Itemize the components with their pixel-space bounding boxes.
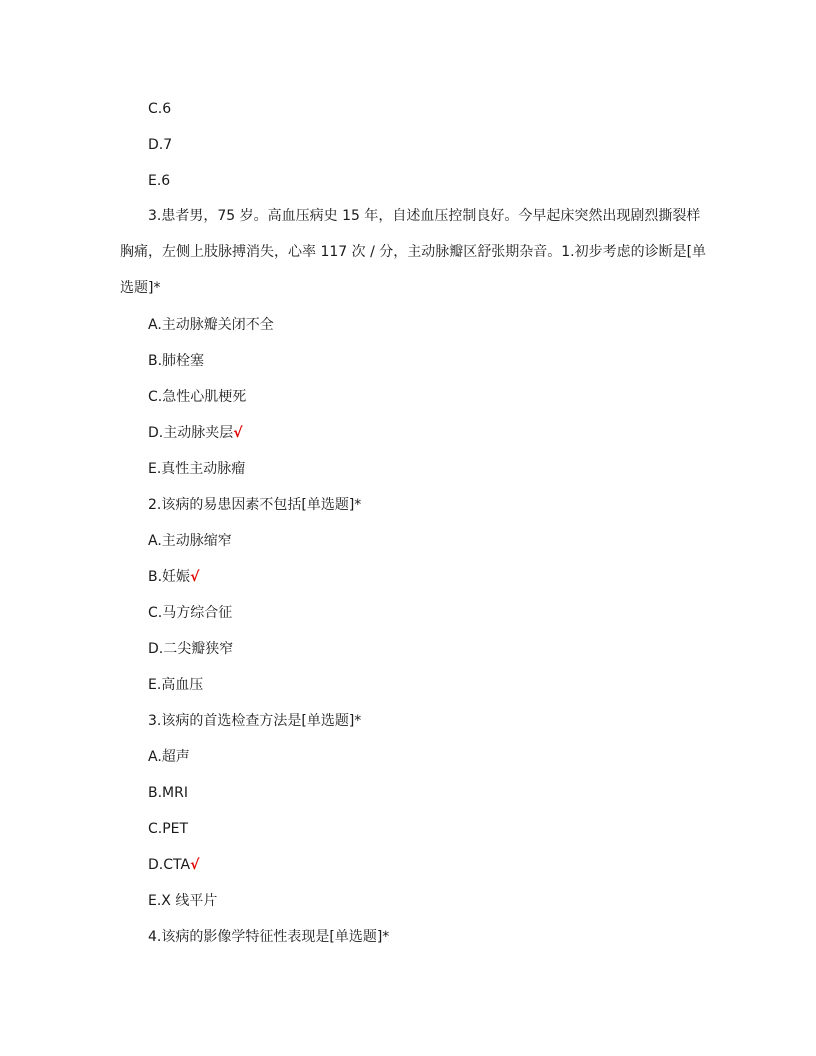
option-text: E.真性主动脉瘤 bbox=[148, 461, 246, 477]
option-text: B.肺栓塞 bbox=[148, 353, 205, 369]
option-line bbox=[148, 531, 232, 551]
option-line bbox=[148, 639, 233, 659]
question-text: 3.该病的首选检查方法是[单选题]* bbox=[148, 713, 362, 729]
option-line bbox=[148, 135, 172, 155]
option-text: D.二尖瓣狭窄 bbox=[148, 641, 234, 657]
option-line bbox=[148, 855, 199, 875]
option-line bbox=[148, 423, 243, 443]
question-paragraph: 3.患者男，75 岁。高血压病史 15 年，自述血压控制良好。今早起床突然出现剧烈撕裂样胸痛，左侧上肢脉搏消失，心率 117 次 / 分，主动脉瓣区舒张期杂音。1.初步考虑的诊断是[单选题]* bbox=[120, 208, 707, 296]
option-text: C.PET bbox=[148, 821, 189, 837]
correct-mark: √ bbox=[190, 569, 200, 585]
option-line bbox=[148, 675, 203, 695]
question-line bbox=[148, 927, 389, 947]
option-text: C.急性心肌梗死 bbox=[148, 389, 247, 405]
option-line bbox=[148, 783, 188, 803]
option-text: E.高血压 bbox=[148, 677, 204, 693]
option-line bbox=[148, 99, 171, 119]
option-text: A.主动脉缩窄 bbox=[148, 533, 232, 549]
option-text: D.主动脉夹层 bbox=[148, 425, 234, 441]
correct-mark: √ bbox=[190, 857, 200, 873]
option-text: C.6 bbox=[148, 101, 172, 117]
option-text: A.超声 bbox=[148, 749, 190, 765]
option-text: E.6 bbox=[148, 173, 171, 189]
question-text: 2.该病的易患因素不包括[单选题]* bbox=[148, 497, 362, 513]
option-text: A.主动脉瓣关闭不全 bbox=[148, 317, 274, 333]
question-line bbox=[148, 495, 361, 515]
question-line bbox=[148, 711, 361, 731]
option-line bbox=[148, 603, 232, 623]
option-text: B.妊娠 bbox=[148, 569, 191, 585]
option-line bbox=[148, 567, 199, 587]
option-line bbox=[148, 891, 217, 911]
option-line bbox=[148, 171, 170, 191]
option-line bbox=[148, 459, 245, 479]
option-text: D.7 bbox=[148, 137, 173, 153]
option-text: C.马方综合征 bbox=[148, 605, 233, 621]
option-line bbox=[148, 315, 274, 335]
option-line bbox=[148, 747, 190, 767]
option-text: B.MRI bbox=[148, 785, 188, 801]
option-line bbox=[148, 819, 188, 839]
option-line bbox=[148, 387, 246, 407]
option-text: D.CTA bbox=[148, 857, 191, 873]
correct-mark: √ bbox=[233, 425, 243, 441]
option-line bbox=[148, 351, 204, 371]
option-text: E.X 线平片 bbox=[148, 893, 218, 909]
question-text: 4.该病的影像学特征性表现是[单选题]* bbox=[148, 929, 390, 945]
